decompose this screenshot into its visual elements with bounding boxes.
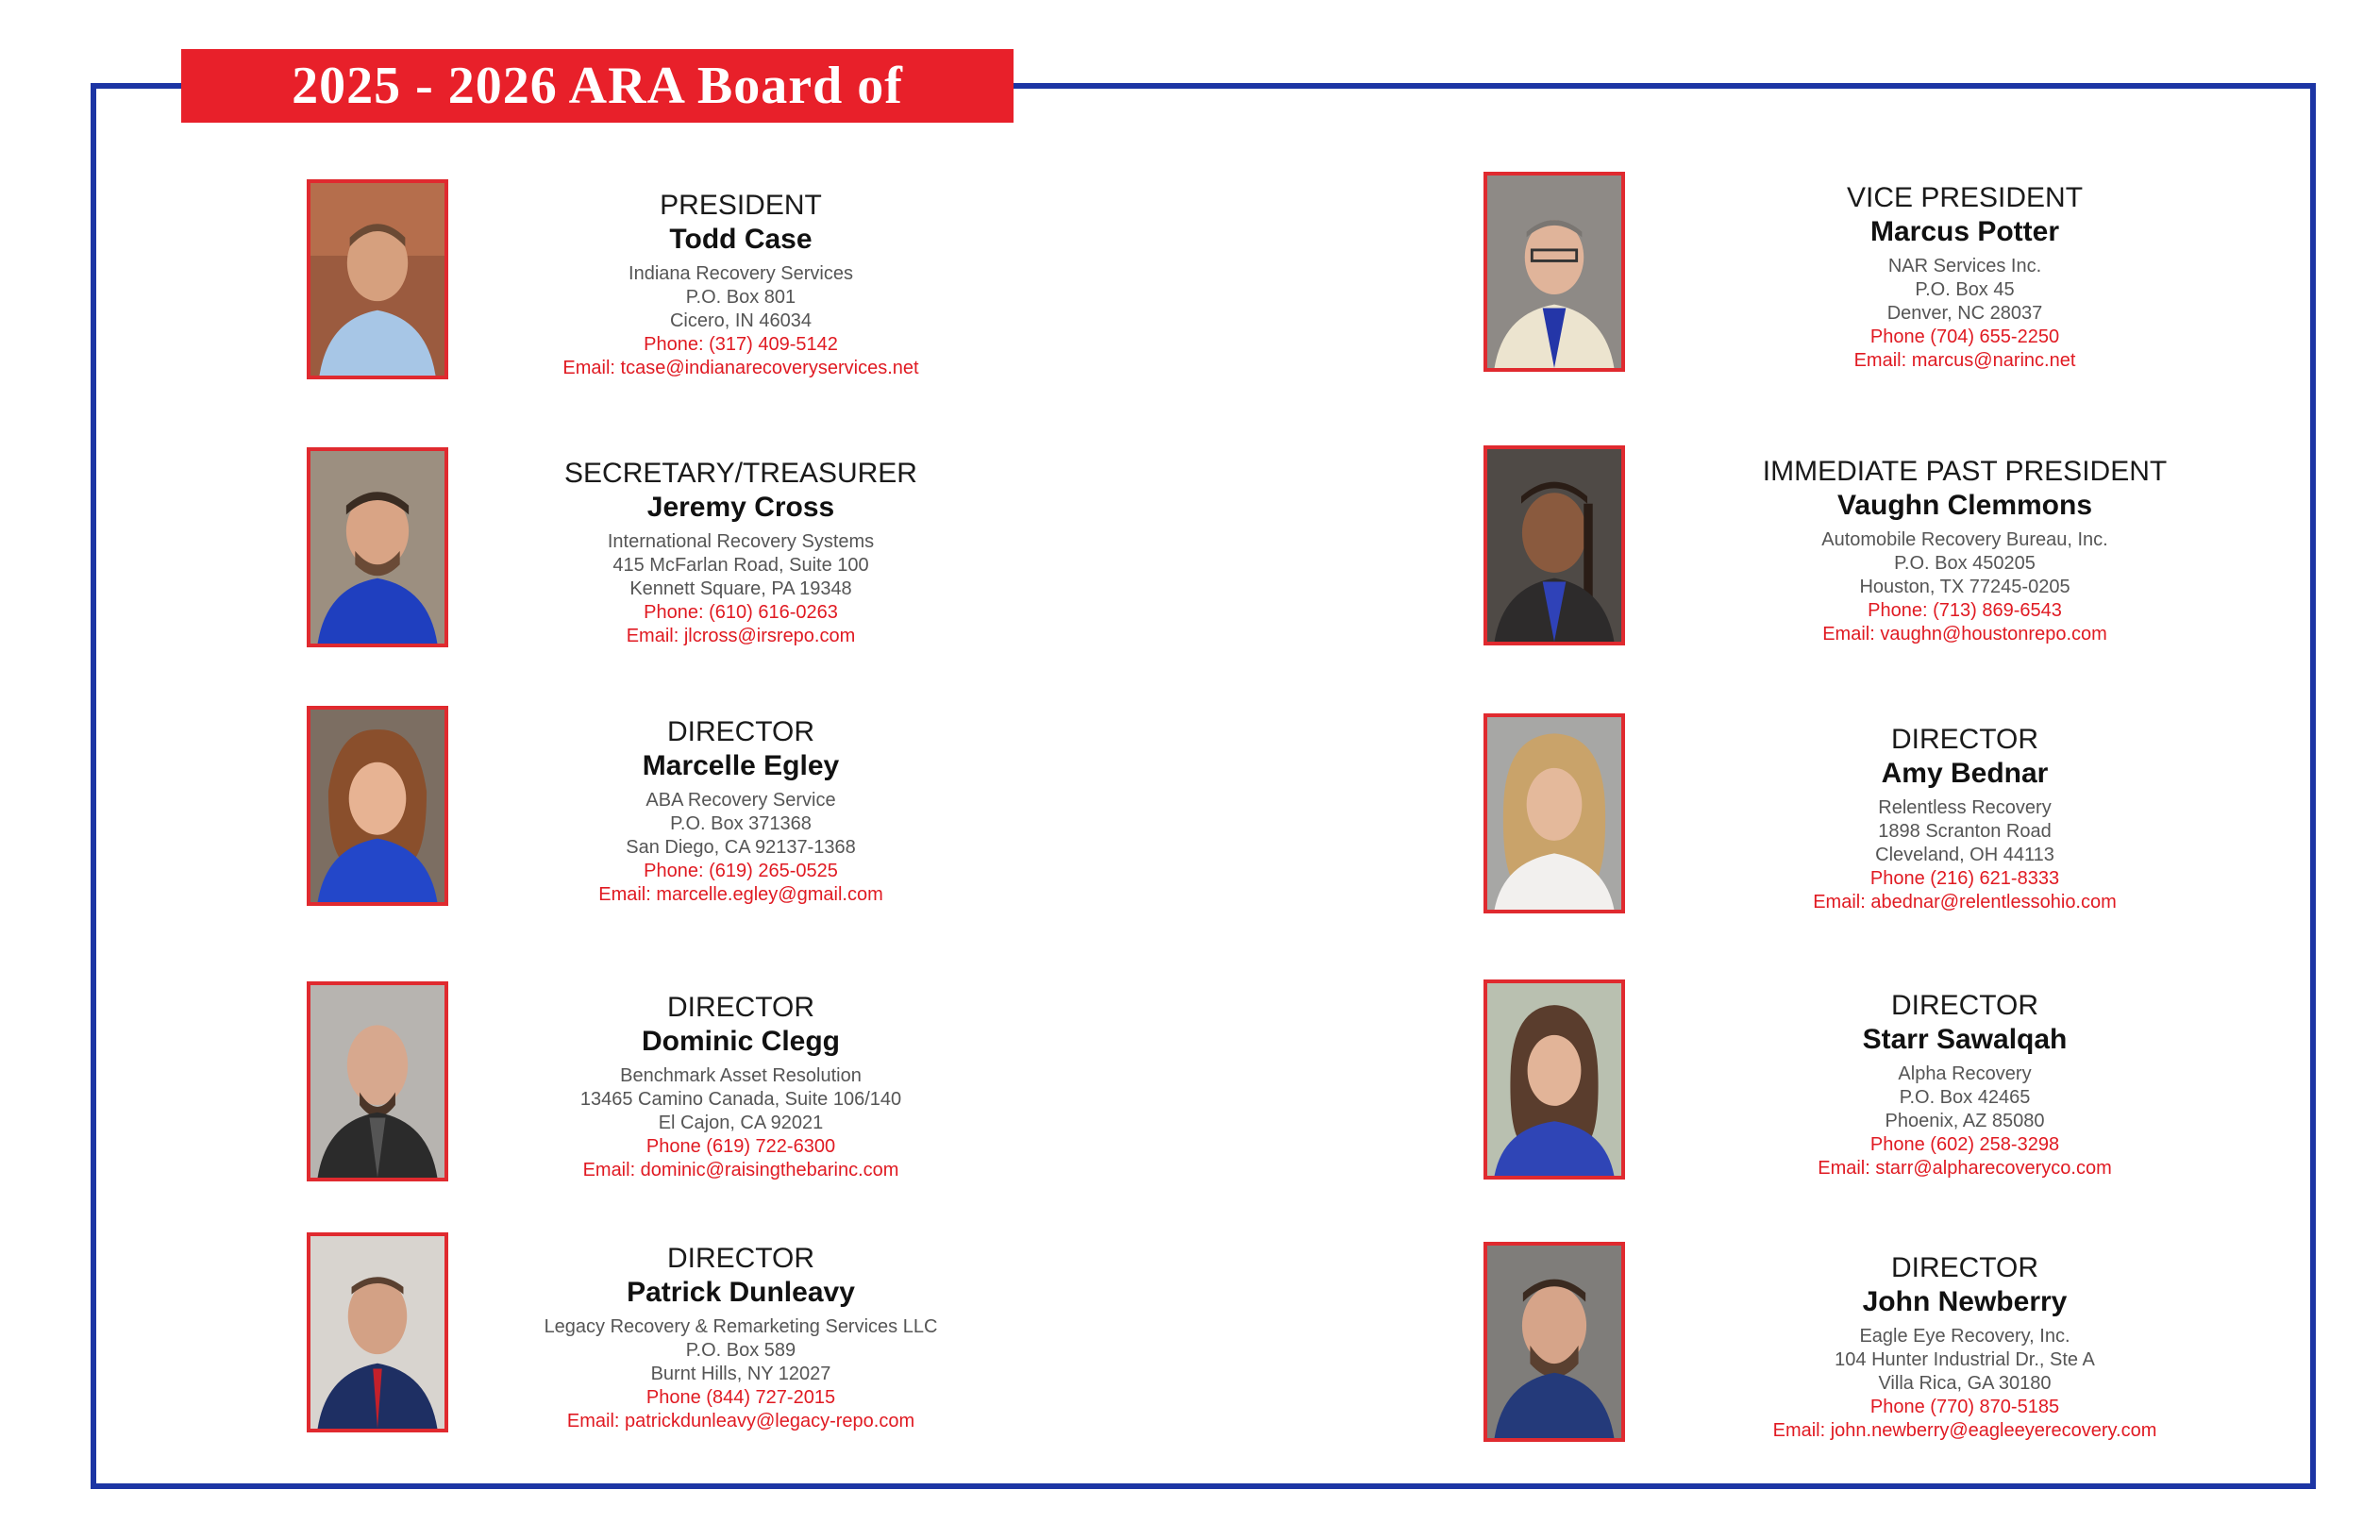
director-photo [1483,979,1625,1180]
director-role: DIRECTOR [666,1243,815,1274]
director-card [307,447,1326,659]
director-role: DIRECTOR [666,992,815,1023]
director-email-link[interactable]: Email: starr@alpharecoveryco.com [1818,1158,2112,1179]
director-email-link[interactable]: Email: vaughn@houstonrepo.com [1822,624,2107,644]
director-name: Patrick Dunleavy [627,1277,855,1308]
director-phone: Phone: (713) 869-6543 [1868,600,2062,621]
director-address-line2: Cicero, IN 46034 [669,310,813,331]
director-phone: Phone (619) 722-6300 [645,1136,836,1157]
director-name: Todd Case [669,224,813,255]
director-address-line1: P.O. Box 371368 [670,813,812,834]
director-address-line2: Cleveland, OH 44113 [1875,845,2054,865]
director-email-link[interactable]: Email: marcelle.egley@gmail.com [598,884,883,905]
director-name: Amy Bednar [1881,758,2049,789]
director-address-line1: 104 Hunter Industrial Dr., Ste A [1835,1349,2095,1370]
director-card [307,179,1326,391]
director-card [307,706,1326,917]
director-name: Vaughn Clemmons [1836,490,2093,521]
page-title: 2025 - 2026 ARA Board of Directors [181,49,1014,123]
director-email-link[interactable]: Email: john.newberry@eagleeyerecovery.com [1772,1420,2157,1441]
director-name: Marcelle Egley [642,750,840,781]
director-company: Relentless Recovery [1878,797,2052,818]
director-role: DIRECTOR [1890,724,2039,755]
director-card [1483,979,2380,1191]
director-phone: Phone (844) 727-2015 [645,1387,836,1408]
director-role: DIRECTOR [666,716,815,747]
director-card [307,981,1326,1193]
director-role: PRESIDENT [660,190,822,221]
director-company: NAR Services Inc. [1887,256,2042,276]
director-card [1483,445,2380,657]
director-company: Legacy Recovery & Remarketing Services LLC [544,1316,938,1337]
director-card [1483,1242,2380,1453]
director-email-link[interactable]: Email: dominic@raisingthebarinc.com [582,1160,899,1180]
director-photo [307,179,448,379]
director-name: Dominic Clegg [641,1026,840,1057]
director-address-line2: Kennett Square, PA 19348 [629,578,852,599]
director-name: Marcus Potter [1869,216,2060,247]
director-address-line2: Houston, TX 77245-0205 [1859,577,2070,597]
director-address-line1: P.O. Box 45 [1915,279,2015,300]
director-address-line1: P.O. Box 450205 [1894,553,2036,574]
director-address-line2: Phoenix, AZ 85080 [1885,1111,2045,1131]
director-address-line1: 415 McFarlan Road, Suite 100 [612,555,869,576]
director-phone: Phone: (317) 409-5142 [644,334,838,355]
director-email-link[interactable]: Email: jlcross@irsrepo.com [626,626,856,646]
director-company: Alpha Recovery [1898,1063,2032,1084]
director-company: International Recovery Systems [607,531,875,552]
director-role: SECRETARY/TREASURER [564,458,917,489]
director-name: Starr Sawalqah [1862,1024,2068,1055]
director-role: DIRECTOR [1890,990,2039,1021]
director-phone: Phone (770) 870-5185 [1869,1397,2060,1417]
director-address-line2: Denver, NC 28037 [1886,303,2043,324]
director-phone: Phone (704) 655-2250 [1869,326,2060,347]
director-phone: Phone: (610) 616-0263 [644,602,838,623]
director-email-link[interactable]: Email: abednar@relentlessohio.com [1813,892,2117,912]
director-phone: Phone: (619) 265-0525 [644,861,838,881]
director-address-line2: San Diego, CA 92137-1368 [626,837,856,858]
director-email-link[interactable]: Email: patrickdunleavy@legacy-repo.com [566,1411,915,1431]
director-role: DIRECTOR [1890,1252,2039,1283]
director-name: Jeremy Cross [646,492,835,523]
director-photo [1483,1242,1625,1442]
director-photo [307,447,448,647]
director-company: Automobile Recovery Bureau, Inc. [1821,529,2108,550]
director-company: ABA Recovery Service [645,790,836,811]
director-address-line2: Burnt Hills, NY 12027 [650,1364,831,1384]
director-address-line2: Villa Rica, GA 30180 [1878,1373,2052,1394]
director-role: IMMEDIATE PAST PRESIDENT [1762,456,2168,487]
director-photo [1483,172,1625,372]
director-address-line1: 13465 Camino Canada, Suite 106/140 [579,1089,902,1110]
director-card [1483,713,2380,925]
director-role: VICE PRESIDENT [1846,182,2084,213]
director-address-line1: P.O. Box 42465 [1899,1087,2031,1108]
director-photo [307,706,448,906]
director-address-line1: 1898 Scranton Road [1878,821,2052,842]
director-company: Eagle Eye Recovery, Inc. [1859,1326,2070,1347]
director-address-line2: El Cajon, CA 92021 [658,1113,824,1133]
director-photo [307,981,448,1181]
director-phone: Phone (602) 258-3298 [1869,1134,2060,1155]
director-name: John Newberry [1862,1286,2068,1317]
director-email-link[interactable]: Email: marcus@narinc.net [1853,350,2076,371]
director-company: Indiana Recovery Services [629,263,853,284]
director-photo [307,1232,448,1432]
director-card [307,1232,1326,1444]
director-photo [1483,713,1625,913]
director-photo [1483,445,1625,645]
director-email-link[interactable]: Email: tcase@indianarecoveryservices.net [562,358,919,378]
director-address-line1: P.O. Box 801 [685,287,796,308]
director-address-line1: P.O. Box 589 [685,1340,796,1361]
director-company: Benchmark Asset Resolution [620,1065,862,1086]
director-card [1483,172,2380,383]
director-phone: Phone (216) 621-8333 [1869,868,2060,889]
